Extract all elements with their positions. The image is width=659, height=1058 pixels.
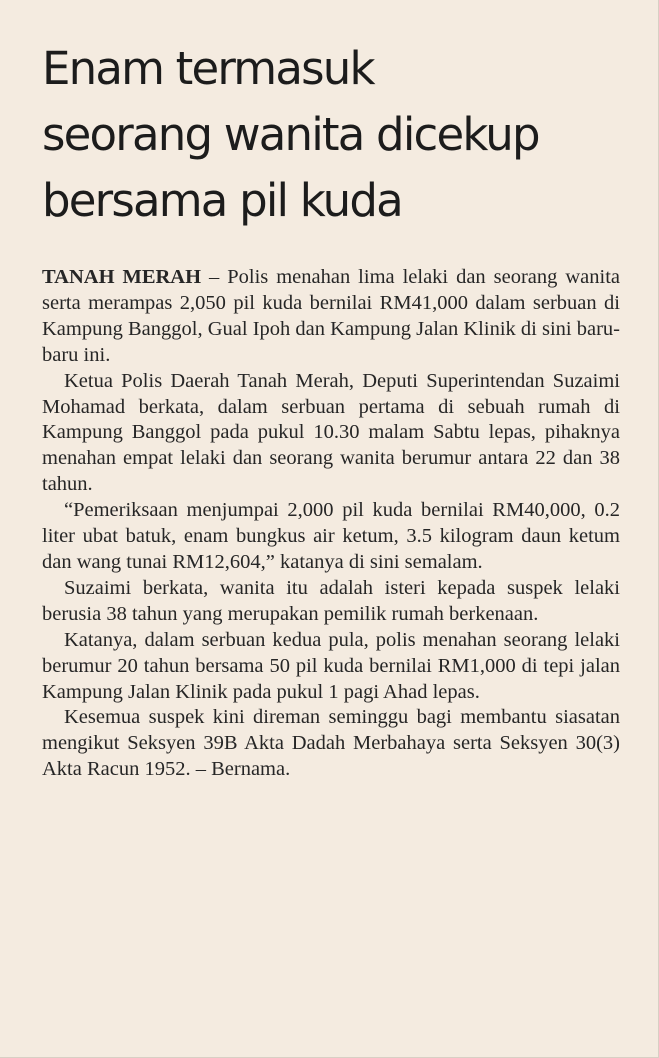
lead-text: – Polis menahan lima lelaki dan seorang wanita serta merampas 2,050 pil kuda bernilai RM41,000 dalam serbuan di Kampung Banggol, Gual Ipoh dan Kampung Jalan Klinik di sini baru-baru ini. [42,266,620,366]
paragraph: Katanya, dalam serbuan kedua pula, polis menahan seorang lelaki berumur 20 tahun bersama 50 pil kuda bernilai RM1,000 di tepi jalan Kampung Jalan Klinik pada pukul 1 pagi Ahad lepas. [42,628,620,703]
article-body [42,265,620,783]
headline-line: bersama pil kuda [42,174,402,227]
headline [42,36,642,234]
headline-line: Enam termasuk [42,42,374,95]
paragraph-lead [42,265,620,369]
dateline: TANAH MERAH [42,266,202,288]
paragraph: Kesemua suspek kini direman seminggu bagi membantu siasatan mengikut Seksyen 39B Akta Dadah Merbahaya serta Seksyen 30(3) Akta Racun 1952. – Bernama. [42,706,620,781]
paragraph: “Pemeriksaan menjumpai 2,000 pil kuda bernilai RM40,000, 0.2 liter ubat batuk, enam bungkus air ketum, 3.5 kilogram daun ketum dan wang tunai RM12,604,” katanya di sini semalam. [42,499,620,573]
paragraph: Ketua Polis Daerah Tanah Merah, Deputi Superintendan Suzaimi Mohamad berkata, dalam serbuan pertama di sebuah rumah di Kampung Banggol pada pukul 10.30 malam Sabtu lepas, pihaknya menahan empat lelaki dan seorang wanita berumur antara 22 dan 38 tahun. [42,369,620,496]
headline-line: seorang wanita dicekup [42,108,539,161]
paragraph: Suzaimi berkata, wanita itu adalah isteri kepada suspek lelaki berusia 38 tahun yang merupakan pemilik rumah berkenaan. [42,576,620,625]
